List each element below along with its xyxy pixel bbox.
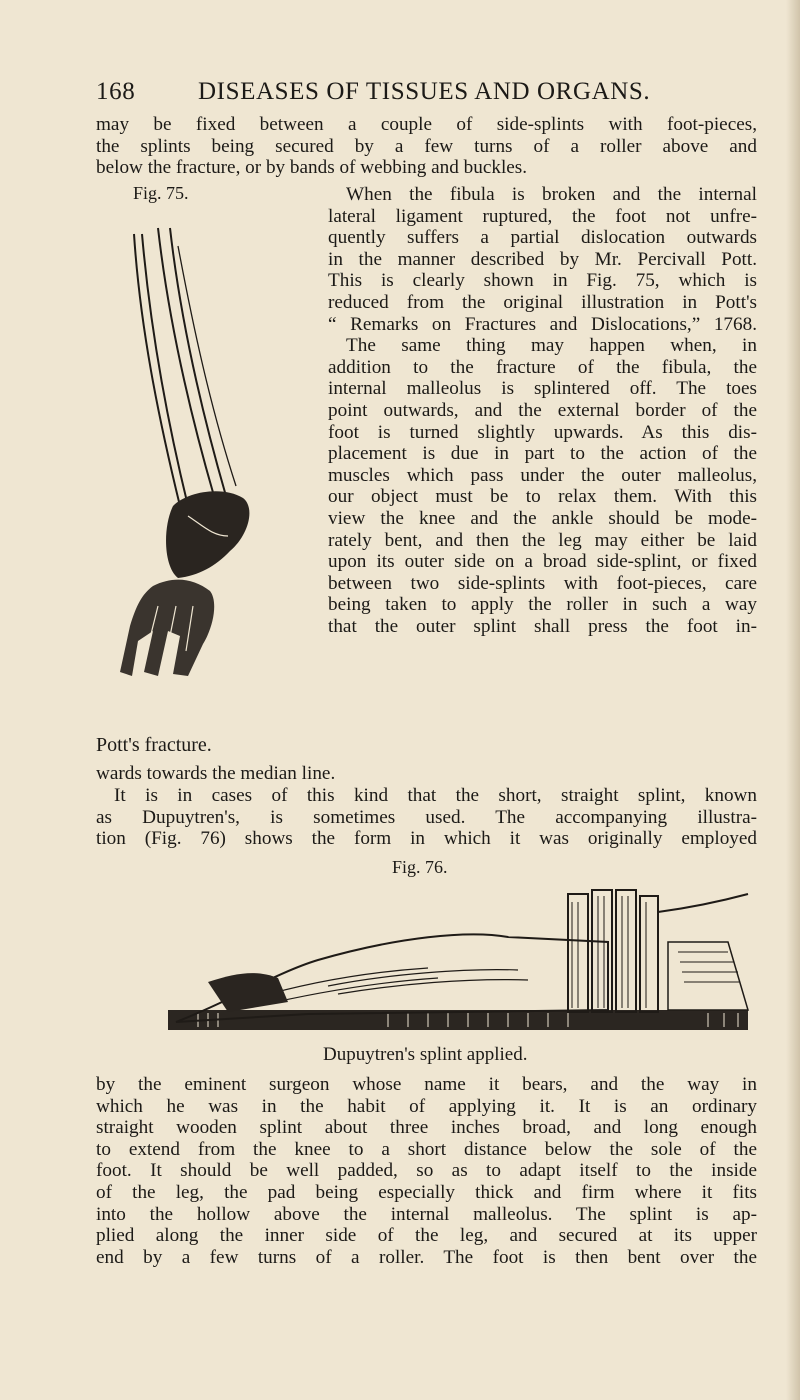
paragraph-1 xyxy=(96,114,757,179)
text-line: in the manner described by Mr. Percivall Pott. xyxy=(328,248,757,270)
text-line: quently suffers a partial dislocation outwards xyxy=(328,227,757,249)
text-line: addition to the fracture of the fibula, the xyxy=(328,356,757,378)
text-line: point outwards, and the external border of the xyxy=(328,399,757,421)
text-line: into the hollow above the internal malleolus. The splint is ap- xyxy=(96,1203,757,1225)
figure-75-label: Fig. 75. xyxy=(133,183,189,203)
text-line: muscles which pass under the outer malleolus, xyxy=(328,464,757,486)
text-line: that the outer splint shall press the foot in- xyxy=(328,615,757,637)
text-line: view the knee and the ankle should be mode- xyxy=(328,507,757,529)
text-line: foot is turned slightly upwards. As this dis- xyxy=(328,421,757,443)
text-line: as Dupuytren's, is sometimes used. The accompanying illustra- xyxy=(96,806,757,828)
figure-76-illustration xyxy=(168,882,770,1044)
text-line: “ Remarks on Fractures and Dislocations,” 1768. xyxy=(328,313,757,335)
text-line: our object must be to relax them. With this xyxy=(328,486,757,508)
text-line: to extend from the knee to a short distance below the sole of the xyxy=(96,1138,757,1160)
paragraph-4 xyxy=(96,1074,757,1268)
text-line: may be fixed between a couple of side-splints with foot-pieces, xyxy=(96,114,757,135)
text-line: by the eminent surgeon whose name it bears, and the way in xyxy=(96,1074,757,1095)
text-line: upon its outer side on a broad side-splint, or fixed xyxy=(328,551,757,573)
text-line: The same thing may happen when, in xyxy=(346,335,757,357)
page-edge-shadow xyxy=(786,0,800,1400)
figure-76-caption: Dupuytren's splint applied. xyxy=(323,1044,528,1065)
text-line: reduced from the original illustration in Pott's xyxy=(328,291,757,313)
text-line: straight wooden splint about three inches broad, and long enough xyxy=(96,1117,757,1139)
text-line: When the fibula is broken and the internal xyxy=(346,184,757,205)
page-number: 168 xyxy=(96,78,136,105)
text-line: of the leg, the pad being especially thick and firm where it fits xyxy=(96,1181,757,1203)
text-line: the splints being secured by a few turns of a roller above and xyxy=(96,135,757,157)
text-line: plied along the inner side of the leg, and secured at its upper xyxy=(96,1225,757,1247)
paragraph-3 xyxy=(96,785,757,850)
text-line: wards towards the median line. xyxy=(96,763,336,784)
figure-75-caption: Pott's fracture. xyxy=(96,734,212,756)
text-line: between two side-splints with foot-pieces, care xyxy=(328,572,757,594)
text-line: foot. It should be well padded, so as to adapt itself to the inside xyxy=(96,1160,757,1182)
text-line: internal malleolus is splintered off. The toes xyxy=(328,378,757,400)
text-line: end by a few turns of a roller. The foot is then bent over the xyxy=(96,1246,757,1268)
text-line: being taken to apply the roller in such a way xyxy=(328,594,757,616)
text-line: rately bent, and then the leg may either be laid xyxy=(328,529,757,551)
text-line: below the fracture, or by bands of webbing and buckles. xyxy=(96,157,528,179)
text-line: which he was in the habit of applying it. It is an ordinary xyxy=(96,1095,757,1117)
running-title: DISEASES OF TISSUES AND ORGANS. xyxy=(198,78,651,105)
paragraph-2-wrapped xyxy=(328,184,757,637)
text-line: placement is due in part to the action of the xyxy=(328,443,757,465)
text-line: This is clearly shown in Fig. 75, which is xyxy=(328,270,757,292)
text-line: tion (Fig. 76) shows the form in which it was originally employed xyxy=(96,828,757,850)
text-line: It is in cases of this kind that the short, straight splint, known xyxy=(114,785,757,806)
text-line: lateral ligament ruptured, the foot not unfre- xyxy=(328,205,757,227)
figure-76-label: Fig. 76. xyxy=(392,857,448,877)
paragraph-2-tail xyxy=(96,763,757,785)
figure-75-illustration xyxy=(118,206,268,701)
